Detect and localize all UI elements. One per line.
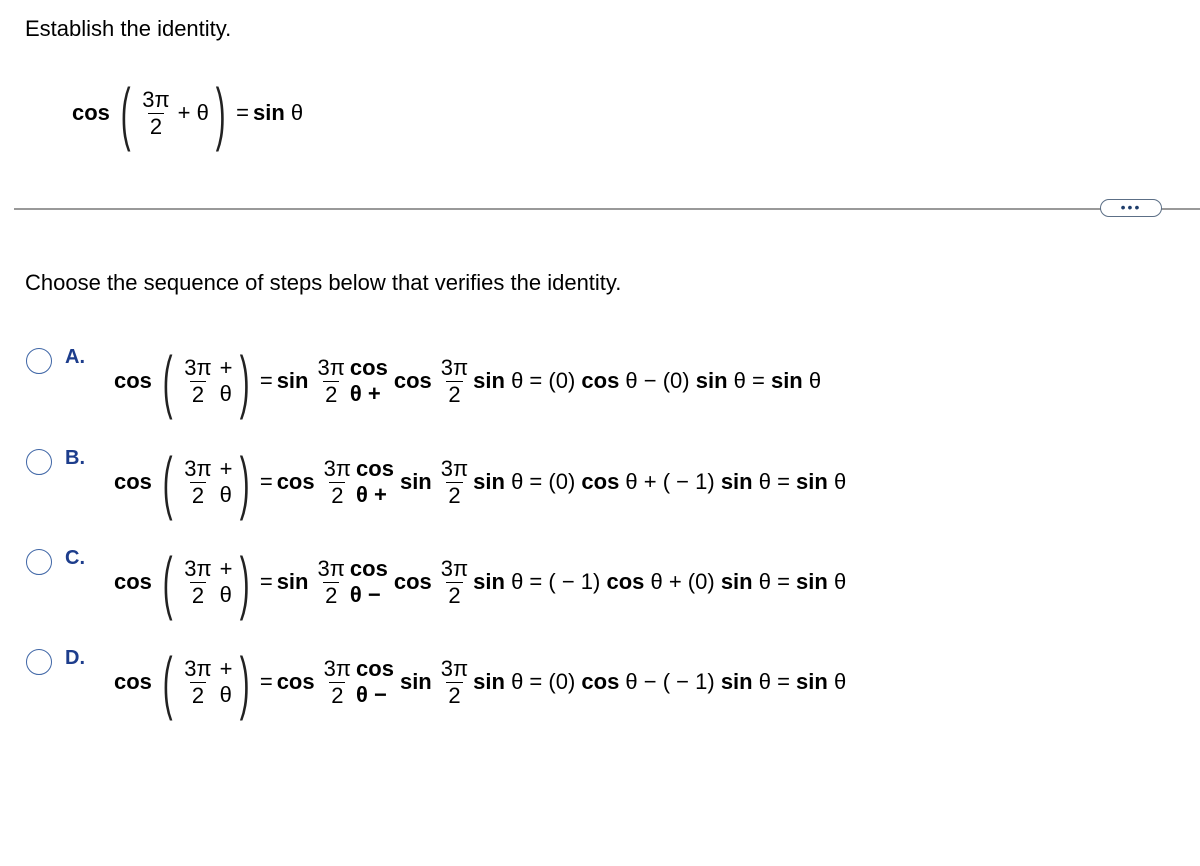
option-fn2: cos [393,569,432,594]
option-lhs-fn: cos [114,469,152,494]
identity-rhs-fn: sin [253,100,285,125]
option-plus-theta: + θ [219,456,233,507]
right-paren: ) [239,543,250,621]
option-equals: = [259,569,273,594]
identity-equals: = [236,100,250,125]
option-radio-button[interactable] [26,348,52,374]
identity-numerator: 3π [142,87,170,113]
option-paren-group [156,543,256,621]
option-lhs-fn: cos [114,368,152,393]
right-paren: ) [215,74,226,152]
option-letter: D. [65,647,85,669]
identity-denominator: 2 [149,113,163,139]
option-fn2: sin [399,469,432,494]
right-paren: ) [239,643,250,721]
option-expression [114,443,847,521]
option-numerator: 3π [184,556,212,582]
option-denominator: 2 [191,381,205,407]
option-numerator: 3π [440,556,469,582]
option-fn1: sin [276,569,309,594]
option-paren-group [156,643,256,721]
option-numerator: 3π [184,456,212,482]
identity-lhs-fn: cos [72,100,110,125]
identity-fraction [140,87,171,139]
identity-plus-theta: + θ [177,100,209,125]
option-plus-theta: + θ [219,556,233,607]
option-fraction-1 [315,355,346,407]
option-fraction-1 [322,656,353,708]
option-middle-term: cos θ − [349,556,388,607]
choose-instruction: Choose the sequence of steps below that verifies the identity. [25,270,622,295]
option-equals: = [259,368,273,393]
option-numerator: 3π [323,456,352,482]
option-radio-button[interactable] [26,549,52,575]
option-denominator: 2 [448,682,461,708]
option-letter: C. [65,547,85,569]
option-denominator: 2 [191,582,205,608]
option-paren-group [156,342,256,420]
right-paren: ) [239,342,250,420]
option-numerator: 3π [440,456,469,482]
identity-equation [72,74,304,152]
section-divider [14,208,1200,210]
option-denominator: 2 [331,482,344,508]
option-lhs-fn: cos [114,569,152,594]
option-letter: B. [65,447,85,469]
left-paren: ( [162,543,173,621]
option-fraction-2 [439,355,470,407]
option-numerator: 3π [317,355,345,381]
option-denominator: 2 [448,482,461,508]
option-lhs-fraction [182,556,213,608]
option-numerator: 3π [184,355,212,381]
option-tail-expression: sin θ = ( − 1) cos θ + (0) sin θ = sin θ [473,569,847,594]
identity-rhs-var: θ [290,100,304,125]
right-paren: ) [239,443,250,521]
option-paren-group [156,443,256,521]
option-numerator: 3π [323,656,352,682]
left-paren: ( [162,443,173,521]
option-denominator: 2 [191,682,205,708]
option-radio-button[interactable] [26,649,52,675]
option-expression [114,543,847,621]
identity-paren-group [114,74,232,152]
option-denominator: 2 [448,381,461,407]
option-denominator: 2 [325,381,338,407]
option-fraction-2 [439,556,470,608]
option-tail-expression: sin θ = (0) cos θ − (0) sin θ = sin θ [473,368,822,393]
option-fn2: cos [393,368,432,393]
option-numerator: 3π [184,656,212,682]
left-paren: ( [162,342,173,420]
option-lhs-fraction [182,456,213,508]
left-paren: ( [162,643,173,721]
option-denominator: 2 [331,682,344,708]
option-numerator: 3π [440,355,469,381]
option-equals: = [259,469,273,494]
option-fn1: sin [276,368,309,393]
option-fn1: cos [276,469,315,494]
question-prompt: Establish the identity. [25,16,232,41]
option-fraction-2 [439,456,470,508]
option-fn2: sin [399,669,432,694]
option-middle-term: cos θ − [356,656,394,707]
option-equals: = [259,669,273,694]
option-tail-expression: sin θ = (0) cos θ − ( − 1) sin θ = sin θ [473,669,847,694]
option-plus-theta: + θ [219,355,233,406]
left-paren: ( [120,74,131,152]
option-expression [114,643,847,721]
option-middle-term: cos θ + [349,355,388,406]
option-radio-button[interactable] [26,449,52,475]
option-fraction-1 [322,456,353,508]
option-lhs-fn: cos [114,669,152,694]
option-lhs-fraction [182,355,213,407]
option-numerator: 3π [317,556,345,582]
option-denominator: 2 [191,482,205,508]
option-lhs-fraction [182,656,213,708]
more-options-button[interactable]: ••• [1100,199,1162,217]
option-middle-term: cos θ + [356,456,394,507]
option-tail-expression: sin θ = (0) cos θ + ( − 1) sin θ = sin θ [473,469,847,494]
option-denominator: 2 [448,582,461,608]
option-letter: A. [65,346,85,368]
option-plus-theta: + θ [219,656,233,707]
option-fn1: cos [276,669,315,694]
option-fraction-2 [439,656,470,708]
option-expression [114,342,822,420]
option-denominator: 2 [325,582,338,608]
option-numerator: 3π [440,656,469,682]
option-fraction-1 [315,556,346,608]
